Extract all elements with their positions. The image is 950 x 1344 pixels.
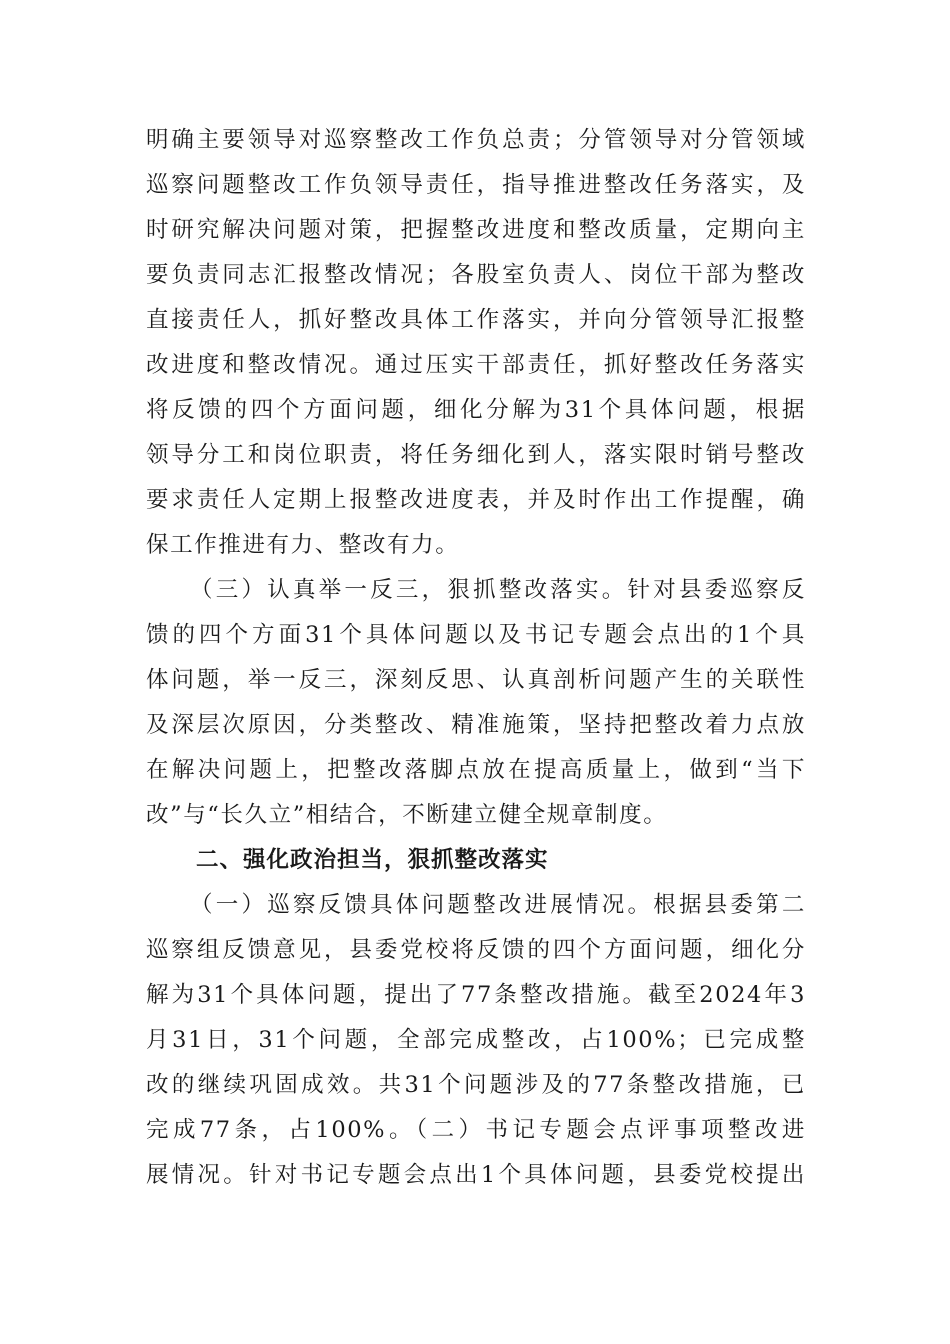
paragraph-3-line: 展情况。针对书记专题会点出1个具体问题，县委党校提出 bbox=[146, 1162, 806, 1188]
paragraph-3-line: 巡察组反馈意见，县委党校将反馈的四个方面问题，细化分 bbox=[146, 937, 806, 963]
section-heading: 二、强化政治担当，狠抓整改落实 bbox=[196, 847, 549, 873]
paragraph-2-line: 改”与“长久立”相结合，不断建立健全规章制度。 bbox=[146, 802, 668, 828]
paragraph-2-line: 体问题，举一反三，深刻反思、认真剖析问题产生的关联性 bbox=[146, 667, 806, 693]
paragraph-3-line: （一）巡察反馈具体问题整改进展情况。根据县委第二 bbox=[190, 892, 806, 918]
paragraph-2-line: 及深层次原因，分类整改、精准施策，坚持把整改着力点放 bbox=[146, 712, 806, 738]
paragraph-1-line: 保工作推进有力、整改有力。 bbox=[146, 532, 460, 558]
paragraph-1-line: 明确主要领导对巡察整改工作负总责；分管领导对分管领域 bbox=[146, 127, 806, 153]
paragraph-1-line: 领导分工和岗位职责，将任务细化到人，落实限时销号整改 bbox=[146, 442, 806, 468]
paragraph-3-line: 月31日，31个问题，全部完成整改，占100%；已完成整 bbox=[146, 1027, 806, 1053]
paragraph-1-line: 要求责任人定期上报整改进度表，并及时作出工作提醒，确 bbox=[146, 487, 806, 513]
paragraph-1-line: 巡察问题整改工作负领导责任，指导推进整改任务落实，及 bbox=[146, 172, 806, 198]
paragraph-1-line: 要负责同志汇报整改情况；各股室负责人、岗位干部为整改 bbox=[146, 262, 806, 288]
paragraph-3-line: 解为31个具体问题，提出了77条整改措施。截至2024年3 bbox=[146, 982, 806, 1008]
paragraph-3-line: 完成77条，占100%。（二）书记专题会点评事项整改进 bbox=[146, 1117, 806, 1143]
paragraph-1-line: 将反馈的四个方面问题，细化分解为31个具体问题，根据 bbox=[146, 397, 806, 423]
paragraph-2-line: （三）认真举一反三，狠抓整改落实。针对县委巡察反 bbox=[190, 577, 806, 603]
paragraph-3-line: 改的继续巩固成效。共31个问题涉及的77条整改措施，已 bbox=[146, 1072, 806, 1098]
paragraph-2-line: 馈的四个方面31个具体问题以及书记专题会点出的1个具 bbox=[146, 622, 806, 648]
paragraph-2-line: 在解决问题上，把整改落脚点放在提高质量上，做到“当下 bbox=[146, 757, 806, 783]
paragraph-1-line: 改进度和整改情况。通过压实干部责任，抓好整改任务落实 bbox=[146, 352, 806, 378]
paragraph-1-line: 时研究解决问题对策，把握整改进度和整改质量，定期向主 bbox=[146, 217, 806, 243]
paragraph-1-line: 直接责任人，抓好整改具体工作落实，并向分管领导汇报整 bbox=[146, 307, 806, 333]
